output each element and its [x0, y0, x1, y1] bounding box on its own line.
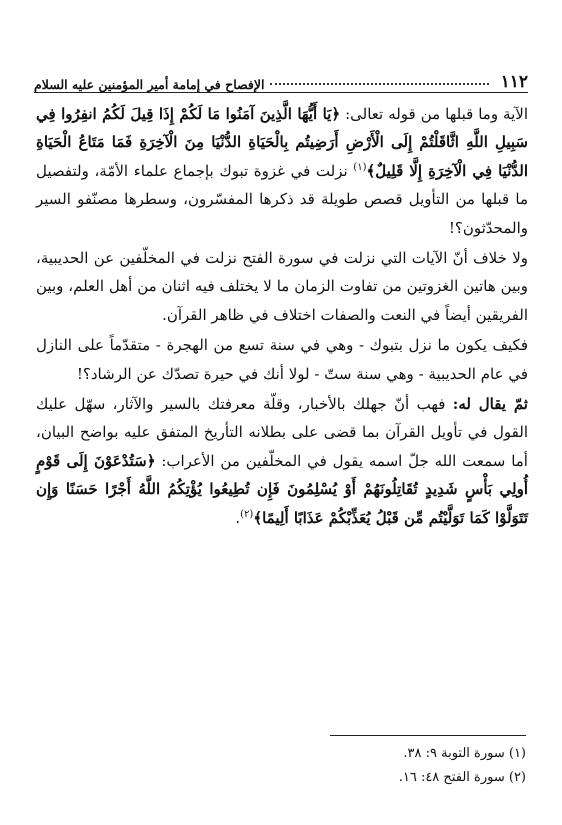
footnote-ref-1: (١): [353, 161, 367, 173]
quran-verse-fath: ﴿سَتُدْعَوْنَ إِلَى قَوْمٍ أُولِي بَأْسٍ شَدِيدٍ تُقَاتِلُونَهُمْ أَوْ يُسْلِمُونَ فَإِن تُطِيعُوا يُؤْتِكُمُ اللَّهُ أَجْرًا حَسَنًا وَإِن تَتَوَلَّوْا كَمَا تَوَلَّيْتُم مِّن قَبْلُ يُعَذِّبْكُمْ عَذَابًا أَلِيمًا﴾: [36, 451, 528, 527]
page-header: [34, 66, 528, 93]
paragraph-4-text: فهب أنّ جهلك بالأخبار، وقلّة معرفتك بالسير والآثار، سهّل عليك القول في تأويل القرآن بما قضى على بطلانه التأريخ المتفق عليه بواضح البيان، أما سمعت الله جلّ اسمه يقول في المخلّفين من الأعراب:: [36, 395, 528, 470]
paragraph-4-end: .: [235, 508, 241, 527]
paragraph-1-intro: الآية وما قبلها من قوله تعالى:: [345, 105, 528, 123]
footnote-1: (١) سورة التوبة ٩: ٣٨.: [403, 746, 526, 761]
footnotes: [200, 742, 526, 790]
header-dotted-leader: [270, 83, 488, 85]
paragraph-1-rest: نزلت في غزوة تبوك بإجماع علماء الأمّة، ولتفصيل ما قبلها من التأويل قصص طويلة قد ذكرها المفسّرون، وسطرها مصنّفو السير والمحدّثون؟!: [36, 161, 528, 237]
main-text: [36, 100, 528, 532]
quran-verse-tawba: ﴿يَا أَيُّهَا الَّذِينَ آمَنُوا مَا لَكُمْ إِذَا قِيلَ لَكُمُ انفِرُوا فِي سَبِيلِ اللَّهِ اثَّاقَلْتُمْ إِلَى الْأَرْضِ أَرَضِيتُم بِالْحَيَاةِ الدُّنْيَا مِنَ الْآخِرَةِ فَمَا مَتَاعُ الْحَيَاةِ الدُّنْيَا فِي الْآخِرَةِ إِلَّا قَلِيلٌ﴾: [36, 105, 528, 180]
paragraph-1: [36, 100, 528, 242]
paragraph-3: فكيف يكون ما نزل بتبوك - وهي في سنة تسع من الهجرة - متقدّماً على النازل في عام الحديبية - وهي سنة ستّ - لولا أنك في حيرة تصدّك عن الرشاد؟!: [36, 336, 528, 383]
footnote-divider: [330, 735, 526, 736]
footnote-2: (٢) سورة الفتح ٤٨: ١٦.: [398, 770, 526, 785]
paragraph-4: [36, 390, 528, 532]
paragraph-2: ولا خلاف أنّ الآيات التي نزلت في سورة الفتح نزلت في المخلّفين عن الحديبية، وبين هاتين الغزوتين من تفاوت الزمان ما لا يختلف فيه اثنان من أهل العلم، وبين الفريقين أيضاً في النعت والصفات اختلاف في ظاهر القرآن.: [36, 249, 528, 324]
page-number: ١١٢: [500, 72, 528, 92]
running-title: الإفصاح في إمامة أمير المؤمنين عليه السلام: [34, 77, 265, 92]
footnote-ref-2: (٢): [240, 508, 254, 520]
paragraph-4-lead: ثمّ يقال له:: [452, 395, 528, 414]
